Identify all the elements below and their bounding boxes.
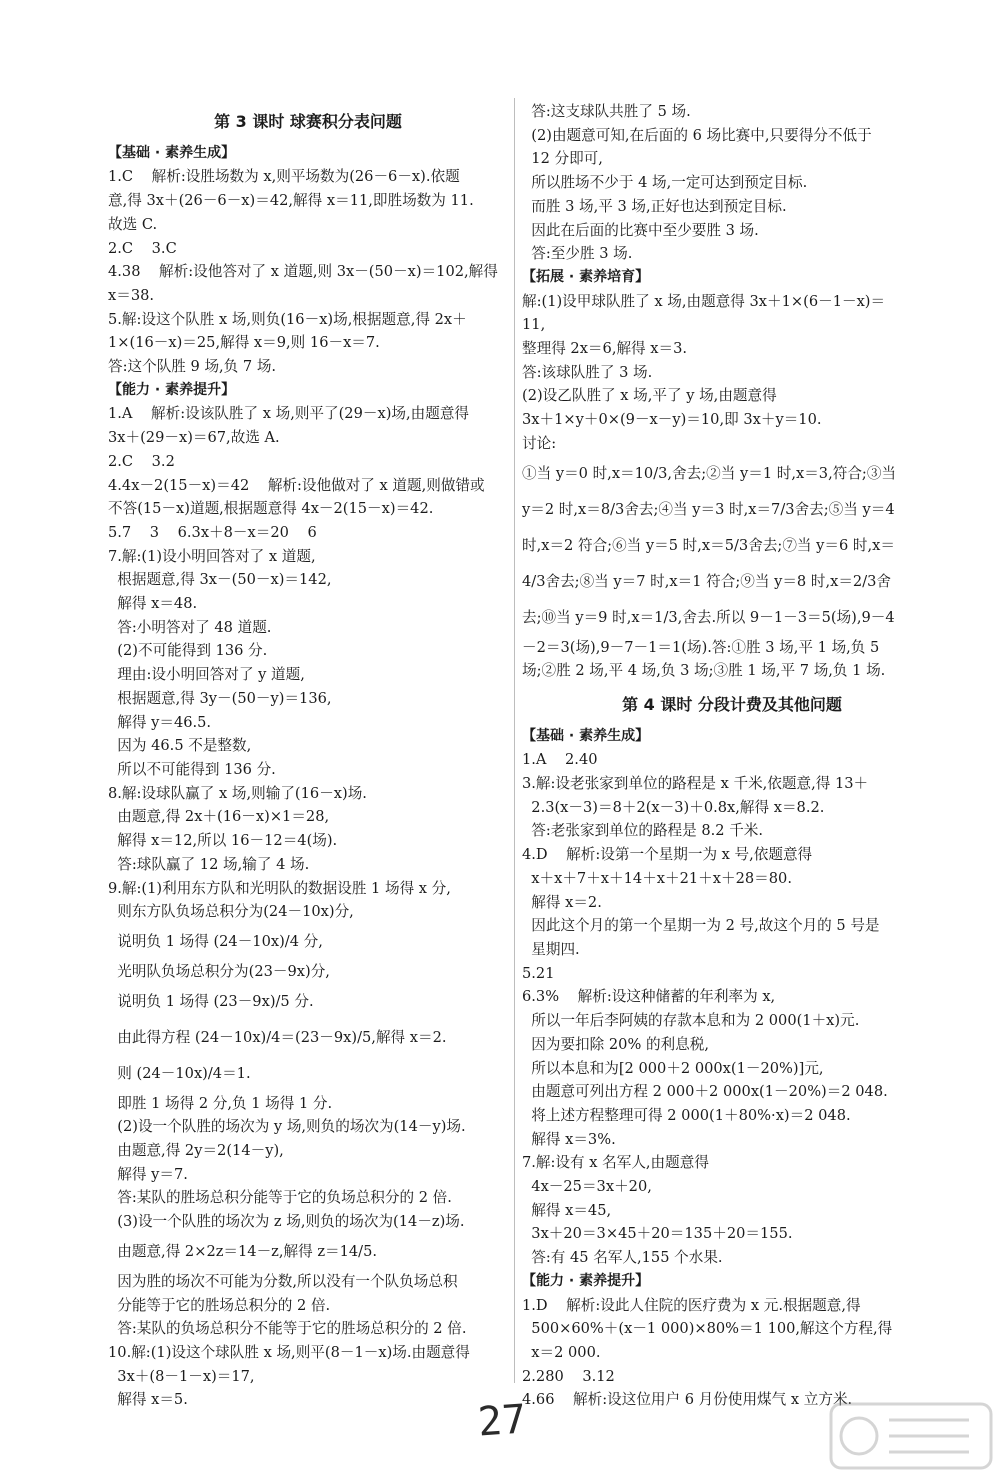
text-line: 由题意,得 2x＋(16－x)×1＝28, (108, 808, 330, 826)
text-line: 4x－25＝3x＋20, (522, 1178, 652, 1196)
text-line: 解得 x＝12,所以 16－12＝4(场). (108, 832, 338, 850)
text-line-fraction: 时,x＝2 符合;⑥当 y＝5 时,x＝5/3舍去;⑦当 y＝6 时,x＝ (522, 536, 895, 554)
text-line: 解得 x＝2. (522, 893, 602, 911)
text-line-fraction: ①当 y＝0 时,x＝10/3,舍去;②当 y＝1 时,x＝3,符合;③当 (522, 464, 897, 482)
section-heading: 【拓展 · 素养培育】 (522, 268, 650, 285)
text-line: 解得 x＝5. (108, 1391, 188, 1409)
text-line: 整理得 2x＝6,解得 x＝3. (522, 340, 688, 358)
text-line: 4.D 解析:设第一个星期一为 x 号,依题意得 (522, 846, 813, 864)
text-line: 而胜 3 场,平 3 场,正好也达到预定目标. (522, 197, 787, 215)
text-line: 1.C 解析:设胜场数为 x,则平场数为(26－6－x).依题 (108, 168, 460, 186)
text-line: 12 分即可, (522, 150, 603, 168)
watermark-logo-icon (829, 1400, 994, 1472)
section-heading: 【基础 · 素养生成】 (522, 727, 650, 744)
text-line: 场;②胜 2 场,平 4 场,负 3 场;③胜 1 场,平 7 场,负 1 场. (522, 662, 886, 680)
text-line: 3x＋(29－x)＝67,故选 A. (108, 429, 280, 447)
text-line: 5.解:设这个队胜 x 场,则负(16－x)场,根据题意,得 2x＋ (108, 310, 467, 328)
text-line: 理由:设小明回答对了 y 道题, (108, 666, 305, 684)
text-line-fraction: 由题意,得 2×2z＝14－z,解得 z＝14/5. (108, 1242, 378, 1260)
text-line-fraction: 去;⑩当 y＝9 时,x＝1/3,舍去.所以 9－1－3＝5(场),9－4 (522, 608, 895, 626)
text-line: 3x＋(8－1－x)＝17, (108, 1367, 255, 1385)
section-heading: 【基础 · 素养生成】 (108, 144, 236, 161)
text-line: 答:老张家到单位的路程是 8.2 千米. (522, 822, 764, 840)
text-line: 10.解:(1)设这个球队胜 x 场,则平(8－1－x)场.由题意得 (108, 1343, 470, 1361)
text-line: x＋x＋7＋x＋14＋x＋21＋x＋28＝80. (522, 869, 792, 887)
text-line: (2)设乙队胜了 x 场,平了 y 场,由题意得 (522, 387, 777, 405)
text-line: 答:这支球队共胜了 5 场. (522, 103, 691, 120)
text-line: (3)设一个队胜的场次为 z 场,则负的场次为(14－z)场. (108, 1213, 465, 1231)
text-line: 解得 x＝3%. (522, 1130, 616, 1148)
text-line: 答:这个队胜 9 场,负 7 场. (108, 358, 277, 376)
text-line: 解得 x＝48. (108, 595, 198, 613)
section-heading: 【能力 · 素养提升】 (522, 1272, 650, 1289)
text-line: 8.解:设球队赢了 x 场,则输了(16－x)场. (108, 784, 367, 802)
text-line-fraction: 4/3舍去;⑧当 y＝7 时,x＝1 符合;⑨当 y＝8 时,x＝2/3舍 (522, 572, 891, 590)
text-line: 2.3(x－3)＝8＋2(x－3)＋0.8x,解得 x＝8.2. (522, 798, 825, 816)
text-line: 3x＋20＝3×45＋20＝135＋20＝155. (522, 1225, 793, 1243)
text-line: 星期四. (522, 940, 580, 958)
text-line: 3.解:设老张家到单位的路程是 x 千米,依题意,得 13＋ (522, 775, 869, 793)
text-line: 根据题意,得 3y－(50－y)＝136, (108, 689, 332, 707)
text-line: 500×60%＋(x－1 000)×80%＝1 100,解这个方程,得 (522, 1320, 893, 1338)
text-line: 2.C 3.C (108, 239, 177, 257)
left-column (108, 100, 508, 1412)
text-line-fraction: 由此得方程 (24－10x)/4＝(23－9x)/5,解得 x＝2. (108, 1028, 447, 1046)
text-line: 所以本息和为[2 000＋2 000x(1－20%)]元, (522, 1059, 824, 1077)
column-divider (514, 98, 515, 1383)
text-line: x＝38. (108, 286, 155, 304)
text-line-fraction: y＝2 时,x＝8/3舍去;④当 y＝3 时,x＝7/3舍去;⑤当 y＝4 (522, 500, 895, 518)
text-line: 7.解:(1)设小明回答对了 x 道题, (108, 547, 316, 565)
text-line: 4.38 解析:设他答对了 x 道题,则 3x－(50－x)＝102,解得 (108, 263, 498, 281)
text-line: 答:有 45 名军人,155 个水果. (522, 1249, 723, 1267)
text-line: 即胜 1 场得 2 分,负 1 场得 1 分. (108, 1094, 333, 1112)
text-line: 11, (522, 316, 546, 334)
text-line: 光明队负场总积分为(23－9x)分, (108, 962, 330, 980)
text-line: 2.C 3.2 (108, 452, 175, 470)
text-line: x＝2 000. (522, 1343, 601, 1361)
text-line-fraction: 则 (24－10x)/4＝1. (108, 1064, 251, 1082)
text-line: 7.解:设有 x 名军人,由题意得 (522, 1154, 709, 1172)
text-line: 1.A 2.40 (522, 751, 598, 769)
text-line: 意,得 3x＋(26－6－x)＝42,解得 x＝11,即胜场数为 11. (108, 192, 474, 210)
text-line: 由题意可列出方程 2 000＋2 000x(1－20%)＝2 048. (522, 1083, 888, 1101)
text-line: 6.3% 解析:设这种储蓄的年利率为 x, (522, 988, 776, 1006)
text-line: 解:(1)设甲球队胜了 x 场,由题意得 3x＋1×(6－1－x)＝ (522, 292, 886, 310)
text-line: 答:某队的胜场总积分能等于它的负场总积分的 2 倍. (108, 1189, 452, 1207)
text-line: 4.4x－2(15－x)＝42 解析:设他做对了 x 道题,则做错或 (108, 476, 485, 494)
text-line: 9.解:(1)利用东方队和光明队的数据设胜 1 场得 x 分, (108, 879, 451, 897)
text-line: 由题意,得 2y＝2(14－y), (108, 1142, 284, 1160)
text-line: 分能等于它的胜场总积分的 2 倍. (108, 1296, 331, 1314)
text-line: 3x＋1×y＋0×(9－x－y)＝10,即 3x＋y＝10. (522, 411, 822, 429)
text-line: 答:球队赢了 12 场,输了 4 场. (108, 855, 310, 873)
text-line: 因为要扣除 20% 的利息税, (522, 1035, 709, 1053)
text-line: 答:小明答对了 48 道题. (108, 618, 272, 636)
text-line: 答:某队的负场总积分不能等于它的胜场总积分的 2 倍. (108, 1320, 467, 1338)
text-line-fraction: 说明负 1 场得 (23－9x)/5 分. (108, 992, 314, 1010)
text-line: 解得 y＝7. (108, 1165, 188, 1183)
text-line: 解得 y＝46.5. (108, 713, 212, 731)
text-line: 所以胜场不少于 4 场,一定可达到预定目标. (522, 174, 808, 192)
right-column (522, 100, 942, 1412)
lesson-title: 第 4 课时 分段计费及其他问题 (622, 694, 842, 714)
text-line: 1.D 解析:设此人住院的医疗费为 x 元.根据题意,得 (522, 1296, 861, 1314)
text-line: －2＝3(场),9－7－1＝1(场).答:①胜 3 场,平 1 场,负 5 (522, 638, 880, 656)
text-line: 2.280 3.12 (522, 1367, 615, 1385)
text-line-fraction: 说明负 1 场得 (24－10x)/4 分, (108, 932, 323, 950)
text-line: 5.7 3 6.3x＋8－x＝20 6 (108, 523, 317, 541)
text-line: 1.A 解析:设该队胜了 x 场,则平了(29－x)场,由题意得 (108, 405, 470, 423)
text-line: 答:该球队胜了 3 场. (522, 363, 653, 381)
text-line: 将上述方程整理可得 2 000(1＋80%·x)＝2 048. (522, 1106, 851, 1124)
text-line: 因此这个月的第一个星期一为 2 号,故这个月的 5 号是 (522, 917, 880, 935)
text-line: 故选 C. (108, 215, 158, 233)
lesson-title: 第 3 课时 球赛积分表问题 (214, 112, 402, 131)
text-line: (2)不可能得到 136 分. (108, 642, 268, 660)
text-line: (2)设一个队胜的场次为 y 场,则负的场次为(14－y)场. (108, 1118, 466, 1136)
text-line: 讨论: (522, 434, 557, 452)
text-line: 解得 x＝45, (522, 1201, 612, 1219)
text-line: 因为 46.5 不是整数, (108, 737, 252, 755)
page-number: 27 (476, 1396, 528, 1446)
text-line: 5.21 (522, 964, 555, 982)
text-line: 所以一年后李阿姨的存款本息和为 2 000(1＋x)元. (522, 1012, 860, 1030)
text-line: 根据题意,得 3x－(50－x)＝142, (108, 571, 332, 589)
text-line: 因为胜的场次不可能为分数,所以没有一个队负场总积 (108, 1272, 458, 1290)
text-line: (2)由题意可知,在后面的 6 场比赛中,只要得分不低于 (522, 126, 872, 144)
text-line: 则东方队负场总积分为(24－10x)分, (108, 903, 354, 921)
text-line: 不答(15－x)道题,根据题意得 4x－2(15－x)＝42. (108, 500, 434, 518)
text-line: 答:至少胜 3 场. (522, 245, 633, 263)
text-line: 4.66 解析:设这位用户 6 月份使用煤气 x 立方米. (522, 1391, 853, 1409)
text-line: 所以不可能得到 136 分. (108, 760, 276, 778)
text-line: 因此在后面的比赛中至少要胜 3 场. (522, 221, 759, 239)
text-line: 1×(16－x)＝25,解得 x＝9,则 16－x＝7. (108, 334, 380, 352)
section-heading: 【能力 · 素养提升】 (108, 381, 236, 398)
